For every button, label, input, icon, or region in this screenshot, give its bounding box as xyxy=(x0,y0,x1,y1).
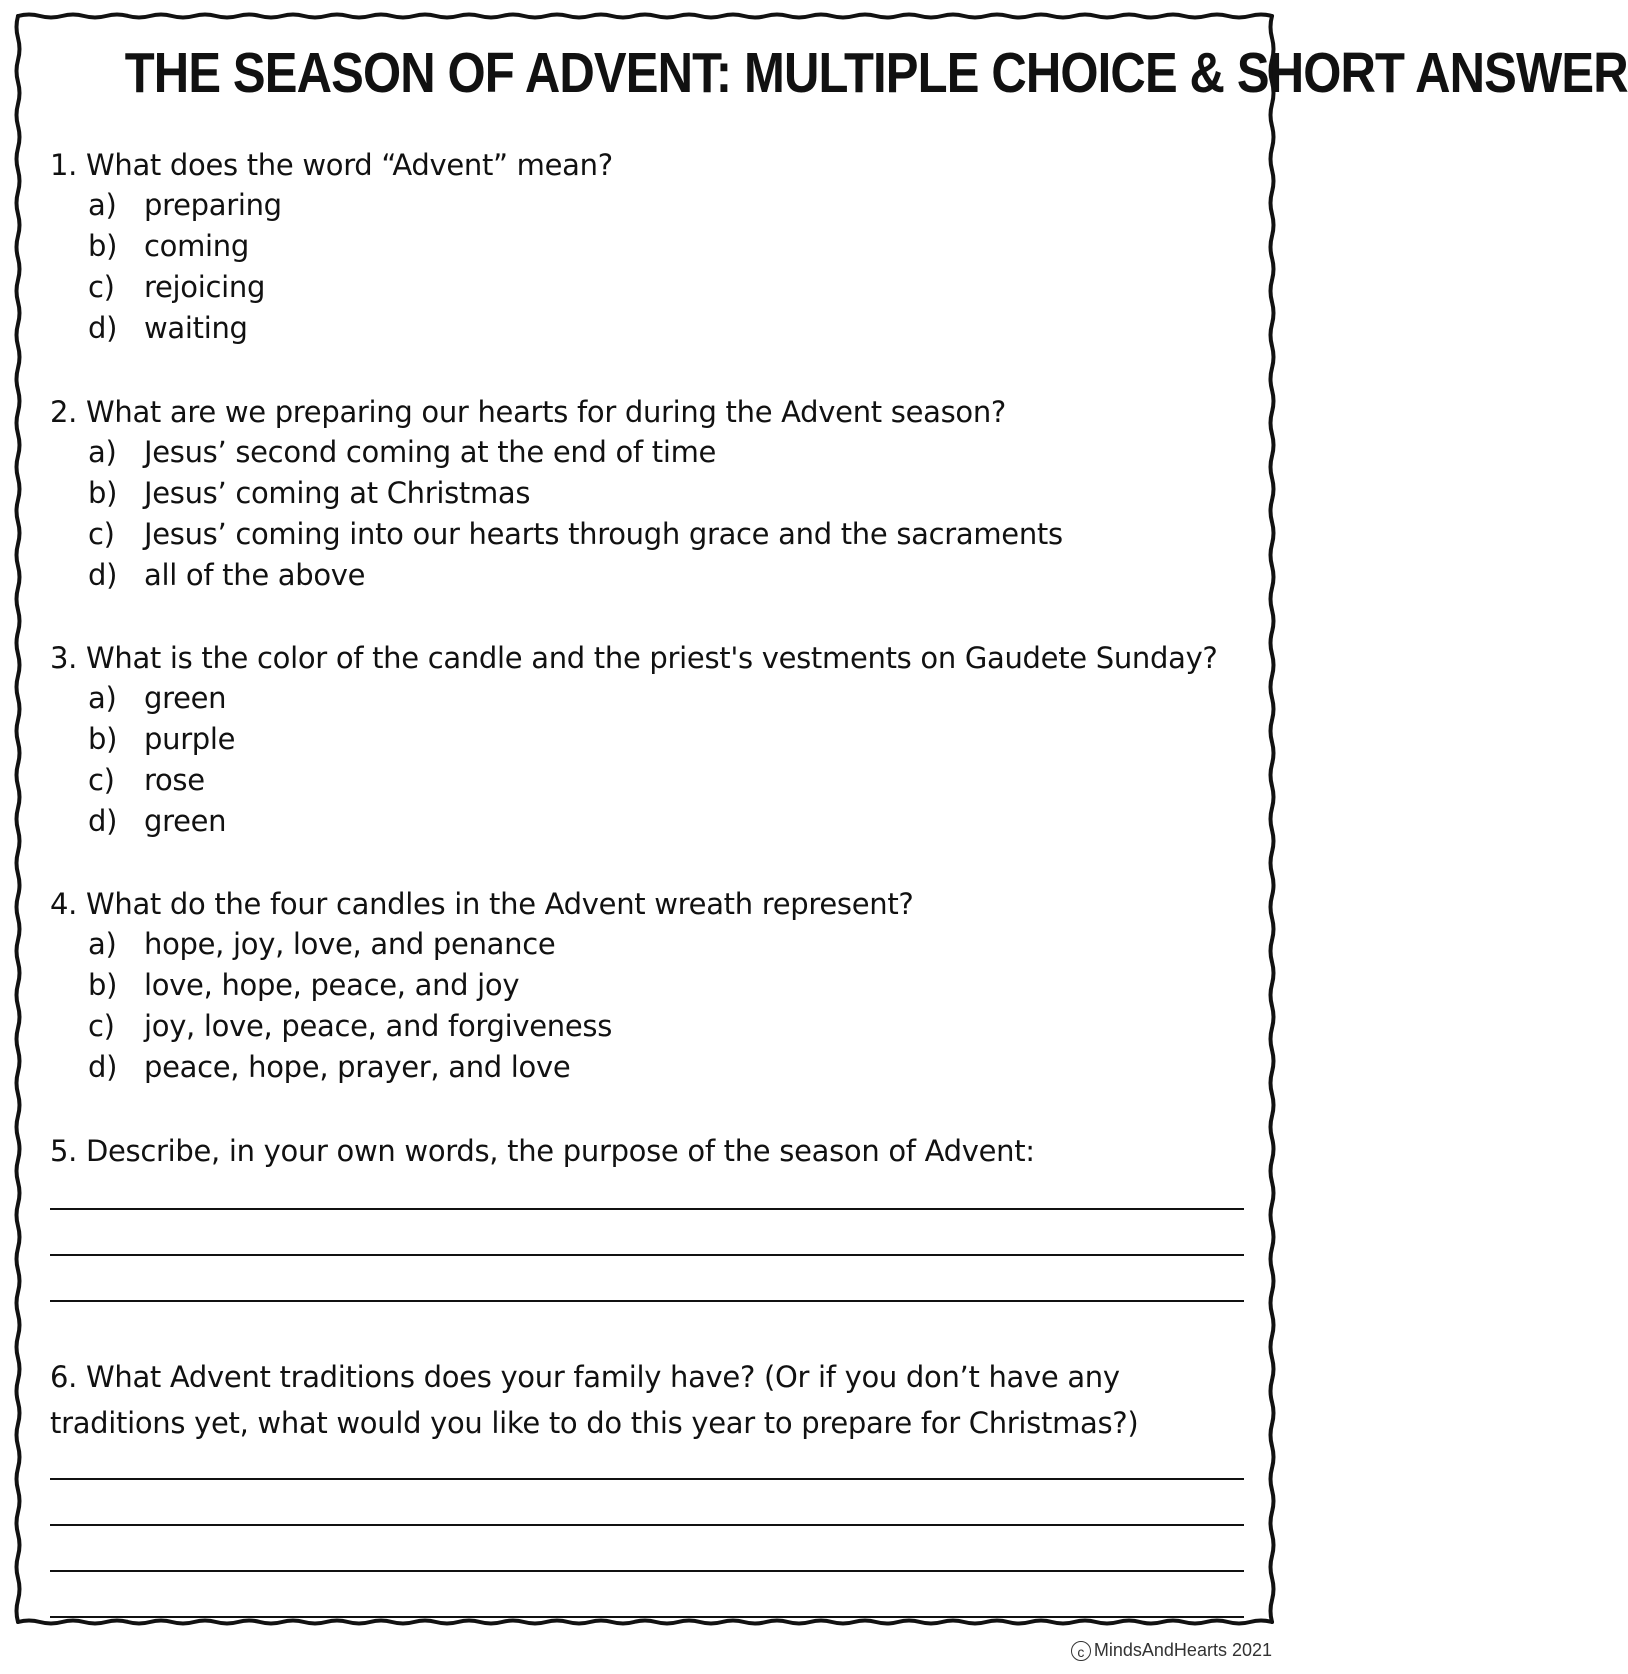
copyright-icon: c xyxy=(1071,1641,1091,1661)
option-letter: d) xyxy=(88,804,118,838)
option-text: all of the above xyxy=(144,558,366,592)
option-text: peace, hope, prayer, and love xyxy=(144,1050,571,1084)
worksheet-title: THE SEASON OF ADVENT: MULTIPLE CHOICE & SHORT ANSWER xyxy=(124,41,1628,105)
question-5 xyxy=(50,1131,1250,1171)
question-3 xyxy=(50,638,1250,842)
option-letter: c) xyxy=(88,270,115,304)
answer-line-5-3[interactable] xyxy=(50,1300,1244,1302)
option-list xyxy=(50,432,1250,596)
option-d[interactable] xyxy=(50,1047,1250,1088)
option-letter: d) xyxy=(88,1050,118,1084)
option-text: waiting xyxy=(144,311,248,345)
question-text: 3. What is the color of the candle and the priest's vestments on Gaudete Sunday? xyxy=(50,641,1218,675)
option-b[interactable] xyxy=(50,719,1250,760)
option-letter: b) xyxy=(88,476,118,510)
option-letter: d) xyxy=(88,558,118,592)
question-4 xyxy=(50,884,1250,1088)
answer-line-6-1[interactable] xyxy=(50,1478,1244,1480)
option-d[interactable] xyxy=(50,801,1250,842)
option-c[interactable] xyxy=(50,267,1250,308)
option-c[interactable] xyxy=(50,760,1250,801)
option-letter: a) xyxy=(88,927,117,961)
option-text: joy, love, peace, and forgiveness xyxy=(144,1009,613,1043)
option-b[interactable] xyxy=(50,473,1250,514)
option-text: preparing xyxy=(144,188,282,222)
question-2 xyxy=(50,392,1250,596)
option-list xyxy=(50,185,1250,349)
option-b[interactable] xyxy=(50,226,1250,267)
option-text: green xyxy=(144,681,227,715)
option-letter: b) xyxy=(88,229,118,263)
option-letter: a) xyxy=(88,188,117,222)
copyright-footer xyxy=(1071,1640,1272,1661)
option-text: green xyxy=(144,804,227,838)
option-letter: c) xyxy=(88,763,115,797)
answer-line-6-2[interactable] xyxy=(50,1524,1244,1526)
option-letter: b) xyxy=(88,968,118,1002)
border-top xyxy=(18,15,1272,18)
answer-line-6-4[interactable] xyxy=(50,1616,1244,1618)
option-c[interactable] xyxy=(50,1006,1250,1047)
question-6 xyxy=(50,1354,1250,1446)
option-d[interactable] xyxy=(50,308,1250,349)
option-text: coming xyxy=(144,229,249,263)
option-text: Jesus’ coming into our hearts through grace and the sacraments xyxy=(144,517,1063,551)
option-a[interactable] xyxy=(50,185,1250,226)
option-text: rose xyxy=(144,763,205,797)
option-list xyxy=(50,678,1250,842)
option-list xyxy=(50,924,1250,1088)
border-bottom xyxy=(18,1621,1272,1624)
question-text: 5. Describe, in your own words, the purpose of the season of Advent: xyxy=(50,1134,1035,1168)
option-letter: b) xyxy=(88,722,118,756)
option-text: hope, joy, love, and penance xyxy=(144,927,556,961)
question-1 xyxy=(50,145,1250,349)
option-d[interactable] xyxy=(50,555,1250,596)
option-a[interactable] xyxy=(50,678,1250,719)
option-text: Jesus’ coming at Christmas xyxy=(144,476,531,510)
question-text: 1. What does the word “Advent” mean? xyxy=(50,148,613,182)
option-text: Jesus’ second coming at the end of time xyxy=(144,435,717,469)
option-c[interactable] xyxy=(50,514,1250,555)
question-text: 6. What Advent traditions does your family have? (Or if you don’t have any traditions yet, what would you like to do this year to prepare for Christmas?) xyxy=(50,1360,1139,1440)
option-text: rejoicing xyxy=(144,270,266,304)
option-text: love, hope, peace, and joy xyxy=(144,968,520,1002)
footer-text: MindsAndHearts 2021 xyxy=(1093,1640,1272,1660)
option-a[interactable] xyxy=(50,432,1250,473)
option-letter: a) xyxy=(88,435,117,469)
border-right xyxy=(1271,16,1274,1622)
option-letter: c) xyxy=(88,517,115,551)
option-letter: c) xyxy=(88,1009,115,1043)
option-letter: a) xyxy=(88,681,117,715)
answer-line-6-3[interactable] xyxy=(50,1570,1244,1572)
question-text: 2. What are we preparing our hearts for during the Advent season? xyxy=(50,395,1007,429)
option-b[interactable] xyxy=(50,965,1250,1006)
question-text: 4. What do the four candles in the Advent wreath represent? xyxy=(50,887,914,921)
option-a[interactable] xyxy=(50,924,1250,965)
border-left xyxy=(17,16,20,1622)
option-letter: d) xyxy=(88,311,118,345)
answer-line-5-2[interactable] xyxy=(50,1254,1244,1256)
option-text: purple xyxy=(144,722,236,756)
answer-line-5-1[interactable] xyxy=(50,1208,1244,1210)
